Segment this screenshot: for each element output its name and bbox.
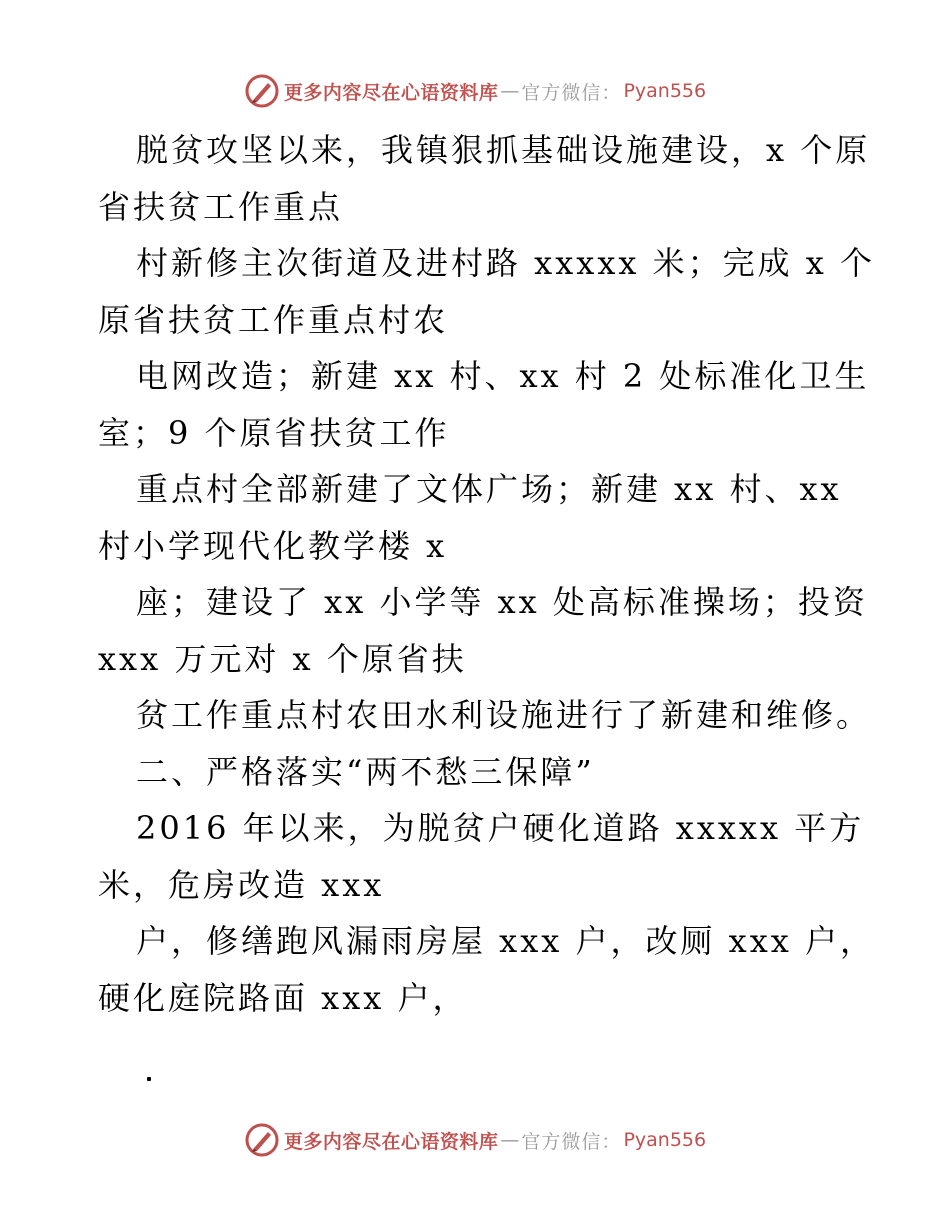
paragraph-line: 电网改造；新建 xx 村、xx 村 2 处标准化卫生 <box>136 357 870 395</box>
paragraph-line: 脱贫攻坚以来，我镇狠抓基础设施建设，x 个原 <box>136 131 871 169</box>
paragraph-line: 村新修主次街道及进村路 xxxxx 米；完成 x 个 <box>136 244 875 282</box>
banner-wechat-label: 官方微信： <box>521 81 622 104</box>
document-body <box>98 122 875 1026</box>
footer-banner <box>0 1120 950 1160</box>
banner-wechat-label: 官方微信： <box>521 1130 622 1153</box>
banner-title: 更多内容尽在心语资料库 <box>283 81 499 104</box>
paragraph-line: 米，危房改造 xxx <box>98 865 385 904</box>
paragraph-line: 室；9 个原省扶贫工作 <box>98 413 450 452</box>
paragraph-line: 户，修缮跑风漏雨房屋 xxx 户，改厕 xxx 户， <box>136 922 875 960</box>
banner-dash: — <box>500 1129 520 1151</box>
paragraph-line: 村小学现代化教学楼 x <box>98 526 448 565</box>
pen-logo-icon <box>244 73 280 109</box>
banner-wechat-id: Pyan556 <box>623 80 707 102</box>
paragraph-line: 贫工作重点村农田水利设施进行了新建和维修。 <box>136 696 872 734</box>
paragraph-line: xxx 万元对 x 个原省扶 <box>98 639 467 678</box>
paragraph-line: 硬化庭院路面 xxx 户， <box>98 978 468 1017</box>
paragraph-line: 2016 年以来，为脱贫户硬化道路 xxxxx 平方 <box>136 809 865 847</box>
trailing-dot <box>147 1077 151 1081</box>
banner-dash: — <box>500 80 520 102</box>
section-heading: 二、严格落实“两不愁三保障” <box>136 752 595 791</box>
paragraph-line: 省扶贫工作重点 <box>98 187 344 226</box>
paragraph-line: 原省扶贫工作重点村农 <box>98 300 449 339</box>
pen-logo-icon <box>244 1122 280 1158</box>
banner-wechat-id: Pyan556 <box>623 1129 707 1151</box>
banner-title: 更多内容尽在心语资料库 <box>283 1130 499 1153</box>
paragraph-line: 座；建设了 xx 小学等 xx 处高标准操场；投资 <box>136 583 868 621</box>
paragraph-line: 重点村全部新建了文体广场；新建 xx 村、xx <box>136 470 842 508</box>
header-banner <box>0 71 950 111</box>
